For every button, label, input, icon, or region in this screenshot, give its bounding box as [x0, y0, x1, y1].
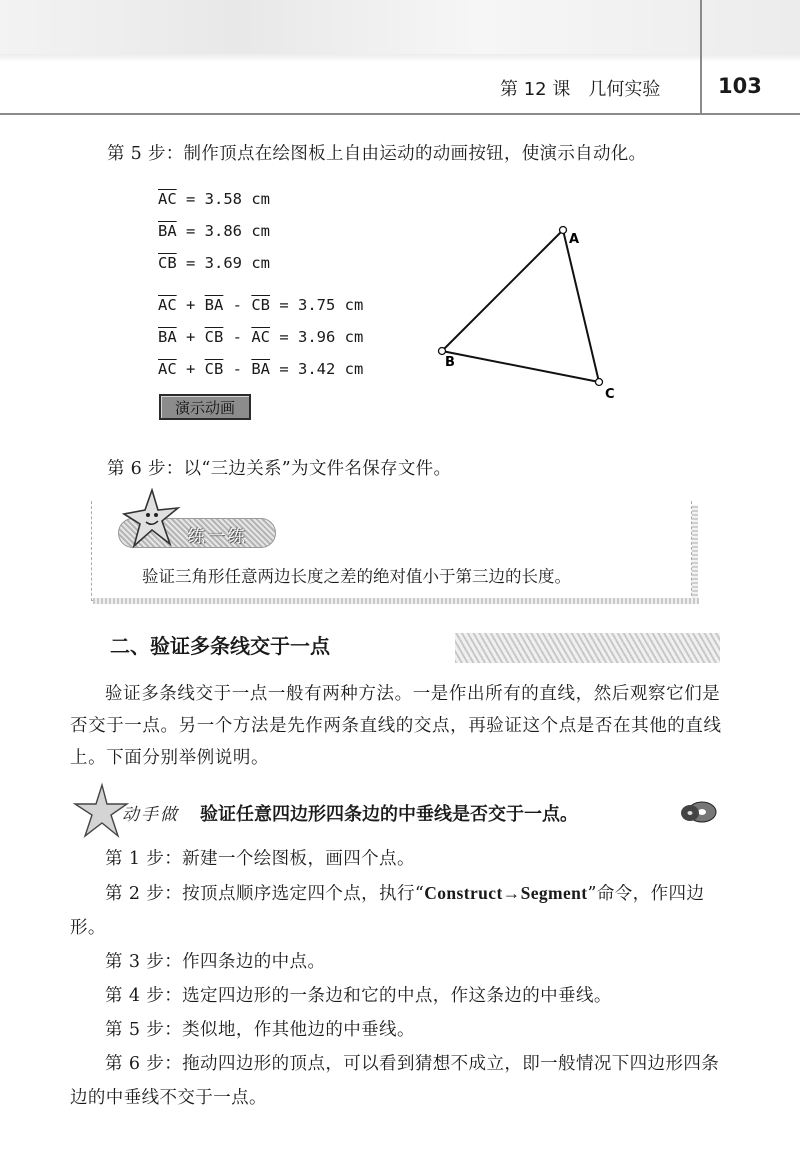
header-decoration — [0, 0, 800, 62]
vertex-c[interactable] — [596, 379, 603, 386]
activity-steps — [70, 842, 722, 1115]
practice-text: 验证三角形任意两边长度之差的绝对值小于第三边的长度。 — [142, 567, 571, 586]
measure-ac: $\overline{AC} = 3.58$ cm — [158, 190, 270, 208]
chapter-title: 第 12 课 几何实验 — [500, 79, 661, 100]
sum-1: $\overline{AC} + \overline{BA} - \overline{CB} = 3.75$ cm — [158, 296, 364, 314]
practice-label: 练一练 — [188, 527, 248, 547]
label-b: B — [445, 355, 455, 370]
vertex-a[interactable] — [560, 227, 567, 234]
page-number: 103 — [718, 74, 762, 98]
section-heading-decoration — [455, 633, 720, 663]
side-ac — [563, 230, 599, 382]
star-mascot-icon — [120, 488, 182, 550]
section-body: 验证多条线交于一点一般有两种方法。一是作出所有的直线，然后观察它们是否交于一点。另一个方法是先作两条直线的交点，再验证这个点是否在其他的直线上。下面分别举例说明。 — [70, 684, 722, 768]
measure-cb: $\overline{CB} = 3.69$ cm — [158, 254, 270, 272]
activity-step-2: 第 2 步：按顶点顺序选定四个点，执行“Construct→Segment”命令，作四边形。 — [70, 883, 705, 938]
sum-2: $\overline{BA} + \overline{CB} - \overline{AC} = 3.96$ cm — [158, 328, 364, 346]
step-6-text: 第 6 步：以“三边关系”为文件名保存文件。 — [107, 459, 452, 479]
activity-step-4: 第 4 步：选定四边形的一条边和它的中点，作这条边的中垂线。 — [105, 986, 612, 1006]
practice-box-shadow-side — [692, 505, 698, 604]
activity-step-6: 第 6 步：拖动四边形的顶点，可以看到猜想不成立，即一般情况下四边形四条边的中垂线不交于一点。 — [70, 1054, 720, 1108]
activity-step-1: 第 1 步：新建一个绘图板，画四个点。 — [105, 849, 415, 869]
step-5-text: 第 5 步：制作顶点在绘图板上自由运动的动画按钮，使演示自动化。 — [107, 144, 647, 164]
triangle-figure — [430, 220, 630, 405]
practice-box-shadow — [93, 598, 699, 604]
activity-label: 动手做 — [122, 805, 179, 825]
activity-step-5: 第 5 步：类似地，作其他边的中垂线。 — [105, 1020, 415, 1040]
header-divider — [700, 0, 702, 113]
activity-title: 验证任意四边形四条边的中垂线是否交于一点。 — [200, 804, 578, 825]
side-bc — [442, 351, 599, 382]
measure-ba: $\overline{BA} = 3.86$ cm — [158, 222, 270, 240]
label-c: C — [605, 387, 615, 402]
cd-icon — [678, 800, 718, 824]
sum-3: $\overline{AC} + \overline{CB} - \overline{BA} = 3.42$ cm — [158, 360, 364, 378]
header-rule — [0, 113, 800, 115]
animate-button[interactable]: 演示动画 — [159, 394, 251, 420]
section-heading: 二、验证多条线交于一点 — [110, 634, 330, 658]
vertex-b[interactable] — [439, 348, 446, 355]
label-a: A — [569, 232, 580, 247]
side-ab — [442, 230, 563, 351]
activity-step-3: 第 3 步：作四条边的中点。 — [105, 952, 326, 972]
command-text: Construct→Segment — [424, 883, 588, 903]
